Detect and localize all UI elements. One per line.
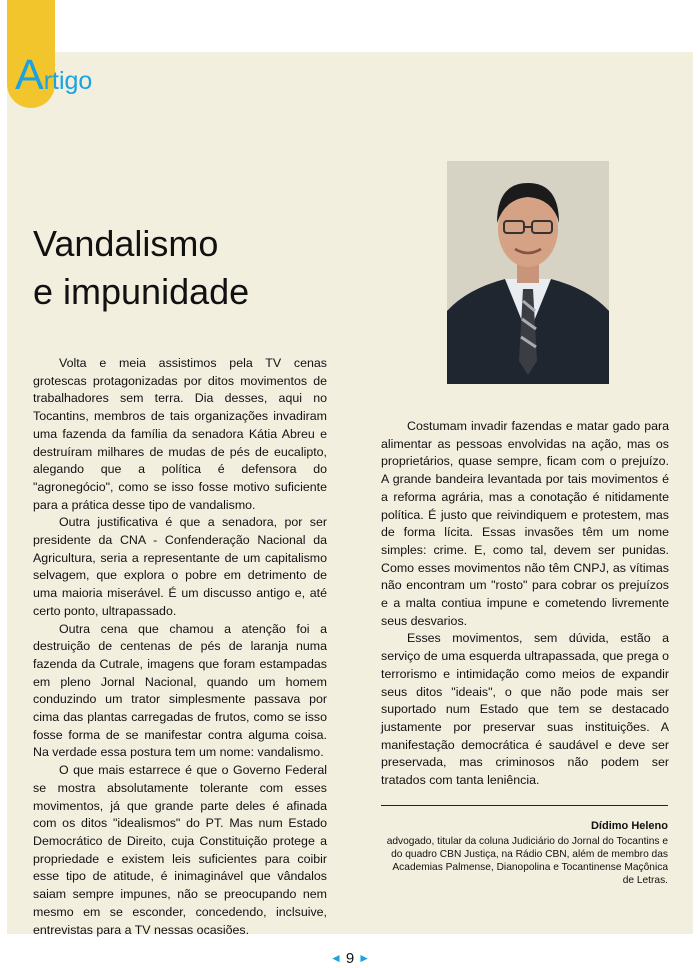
page-number: 9: [345, 950, 355, 967]
title-line-1: Vandalismo: [33, 223, 219, 264]
author-box: [381, 820, 668, 887]
paragraph: Costumam invadir fazendas e matar gado para alimentar as pessoas envolvidas na ação, mas os proprietários, quase sempre, ficam com o prejuízo. A grande bandeira levantada por tais movimentos é a reforma agrária, mas a conotação é nitidamente política. É justo que reivindiquem e protestem, mas de forma lícita. Essas invasões têm um nome simples: crime. E, como tal, devem ser punidas. Como esses movimentos não têm CNPJ, as vítimas não encontram um "rosto" para cobrar os prejuízos e a malta contiua impune e cometendo livremente seus desvarios.: [381, 419, 669, 628]
paragraph: O que mais estarrece é que o Governo Federal se mostra absolutamente tolerante com esses movimentos, já que grande parte deles é afinada com os ditos "idealismos" do PT. Mas num Estado Democrático de Direito, cuja Constituição protege a propriedade e existem leis suficientes para coibir esse tipo de atitude, é inimaginável que vândalos saiam sempre impunes, não se preocupando nem mesmo em se esconder, concedendo, inclsuive, entrevistas para a TV nessas ocasiões.: [33, 763, 327, 937]
author-portrait-image: [447, 161, 609, 384]
previous-page-icon[interactable]: ◄: [329, 951, 342, 965]
article-column-1: [33, 355, 327, 939]
author-name: Dídimo Heleno: [590, 820, 668, 832]
paragraph: Esses movimentos, sem dúvida, estão a serviço de uma esquerda ultrapassada, que prega o terrorismo e intimidação como meios de expandir seus ditos "ideais", o que não pode mais ser suportado num Estado que tem se destacado justamente por preservar suas instituições. A manifestação democrática é saudável e deve ser preservada, mas criminosos não podem ser tratados com tanta leniência.: [381, 631, 669, 788]
next-page-icon[interactable]: ►: [358, 951, 371, 965]
section-rest: rtigo: [43, 67, 93, 95]
article-column-2: [381, 418, 669, 790]
section-initial: A: [15, 51, 44, 99]
section-label: [15, 51, 93, 99]
author-photo: [447, 161, 609, 384]
author-bio: advogado, titular da coluna Judiciário do Jornal do Tocantins e do quadro CBN Justiça, na Rádio CBN, além de membro das Academias Palmense, Dianopolina e Tocantinense Maçônica de Letras.: [386, 836, 668, 886]
article-title: [33, 220, 249, 316]
paragraph: Outra cena que chamou a atenção foi a destruição de centenas de pés de laranja numa fazenda da Cutrale, imagens que foram estampadas em pleno Jornal Nacional, quando um homem conduzindo um trator simplesmente passava por cima das plantas carregadas de frutos, como se isso fosse forma de se manifestar contra alguma coisa. Na verdade essa postura tem um nome: vandalismo.: [33, 621, 327, 760]
paragraph: Volta e meia assistimos pela TV cenas grotescas protagonizadas por ditos movimentos de trabalhadores sem terra. Dia desses, aqui no Tocantins, membros de tais organizações invadiram uma fazenda da família da senadora Kátia Abreu e destruíram milhares de mudas de pés de eucalipto, alegando que a política é defensora do "agronegócio", como se isso fosse motivo suficiente para a prática desse tipo de vandalismo.: [33, 356, 327, 512]
title-line-2: e impunidade: [33, 271, 250, 312]
paragraph: Outra justificativa é que a senadora, por ser presidente da CNA - Confenderação Nacional da Agricultura, seria a representante de um capitalismo selvagem, que explora o pobre em detrimento de uma maioria miserável. É um discusso antigo e, até certo ponto, ultrapassado.: [33, 515, 327, 618]
page-footer: [0, 949, 700, 968]
author-divider: [381, 805, 668, 806]
